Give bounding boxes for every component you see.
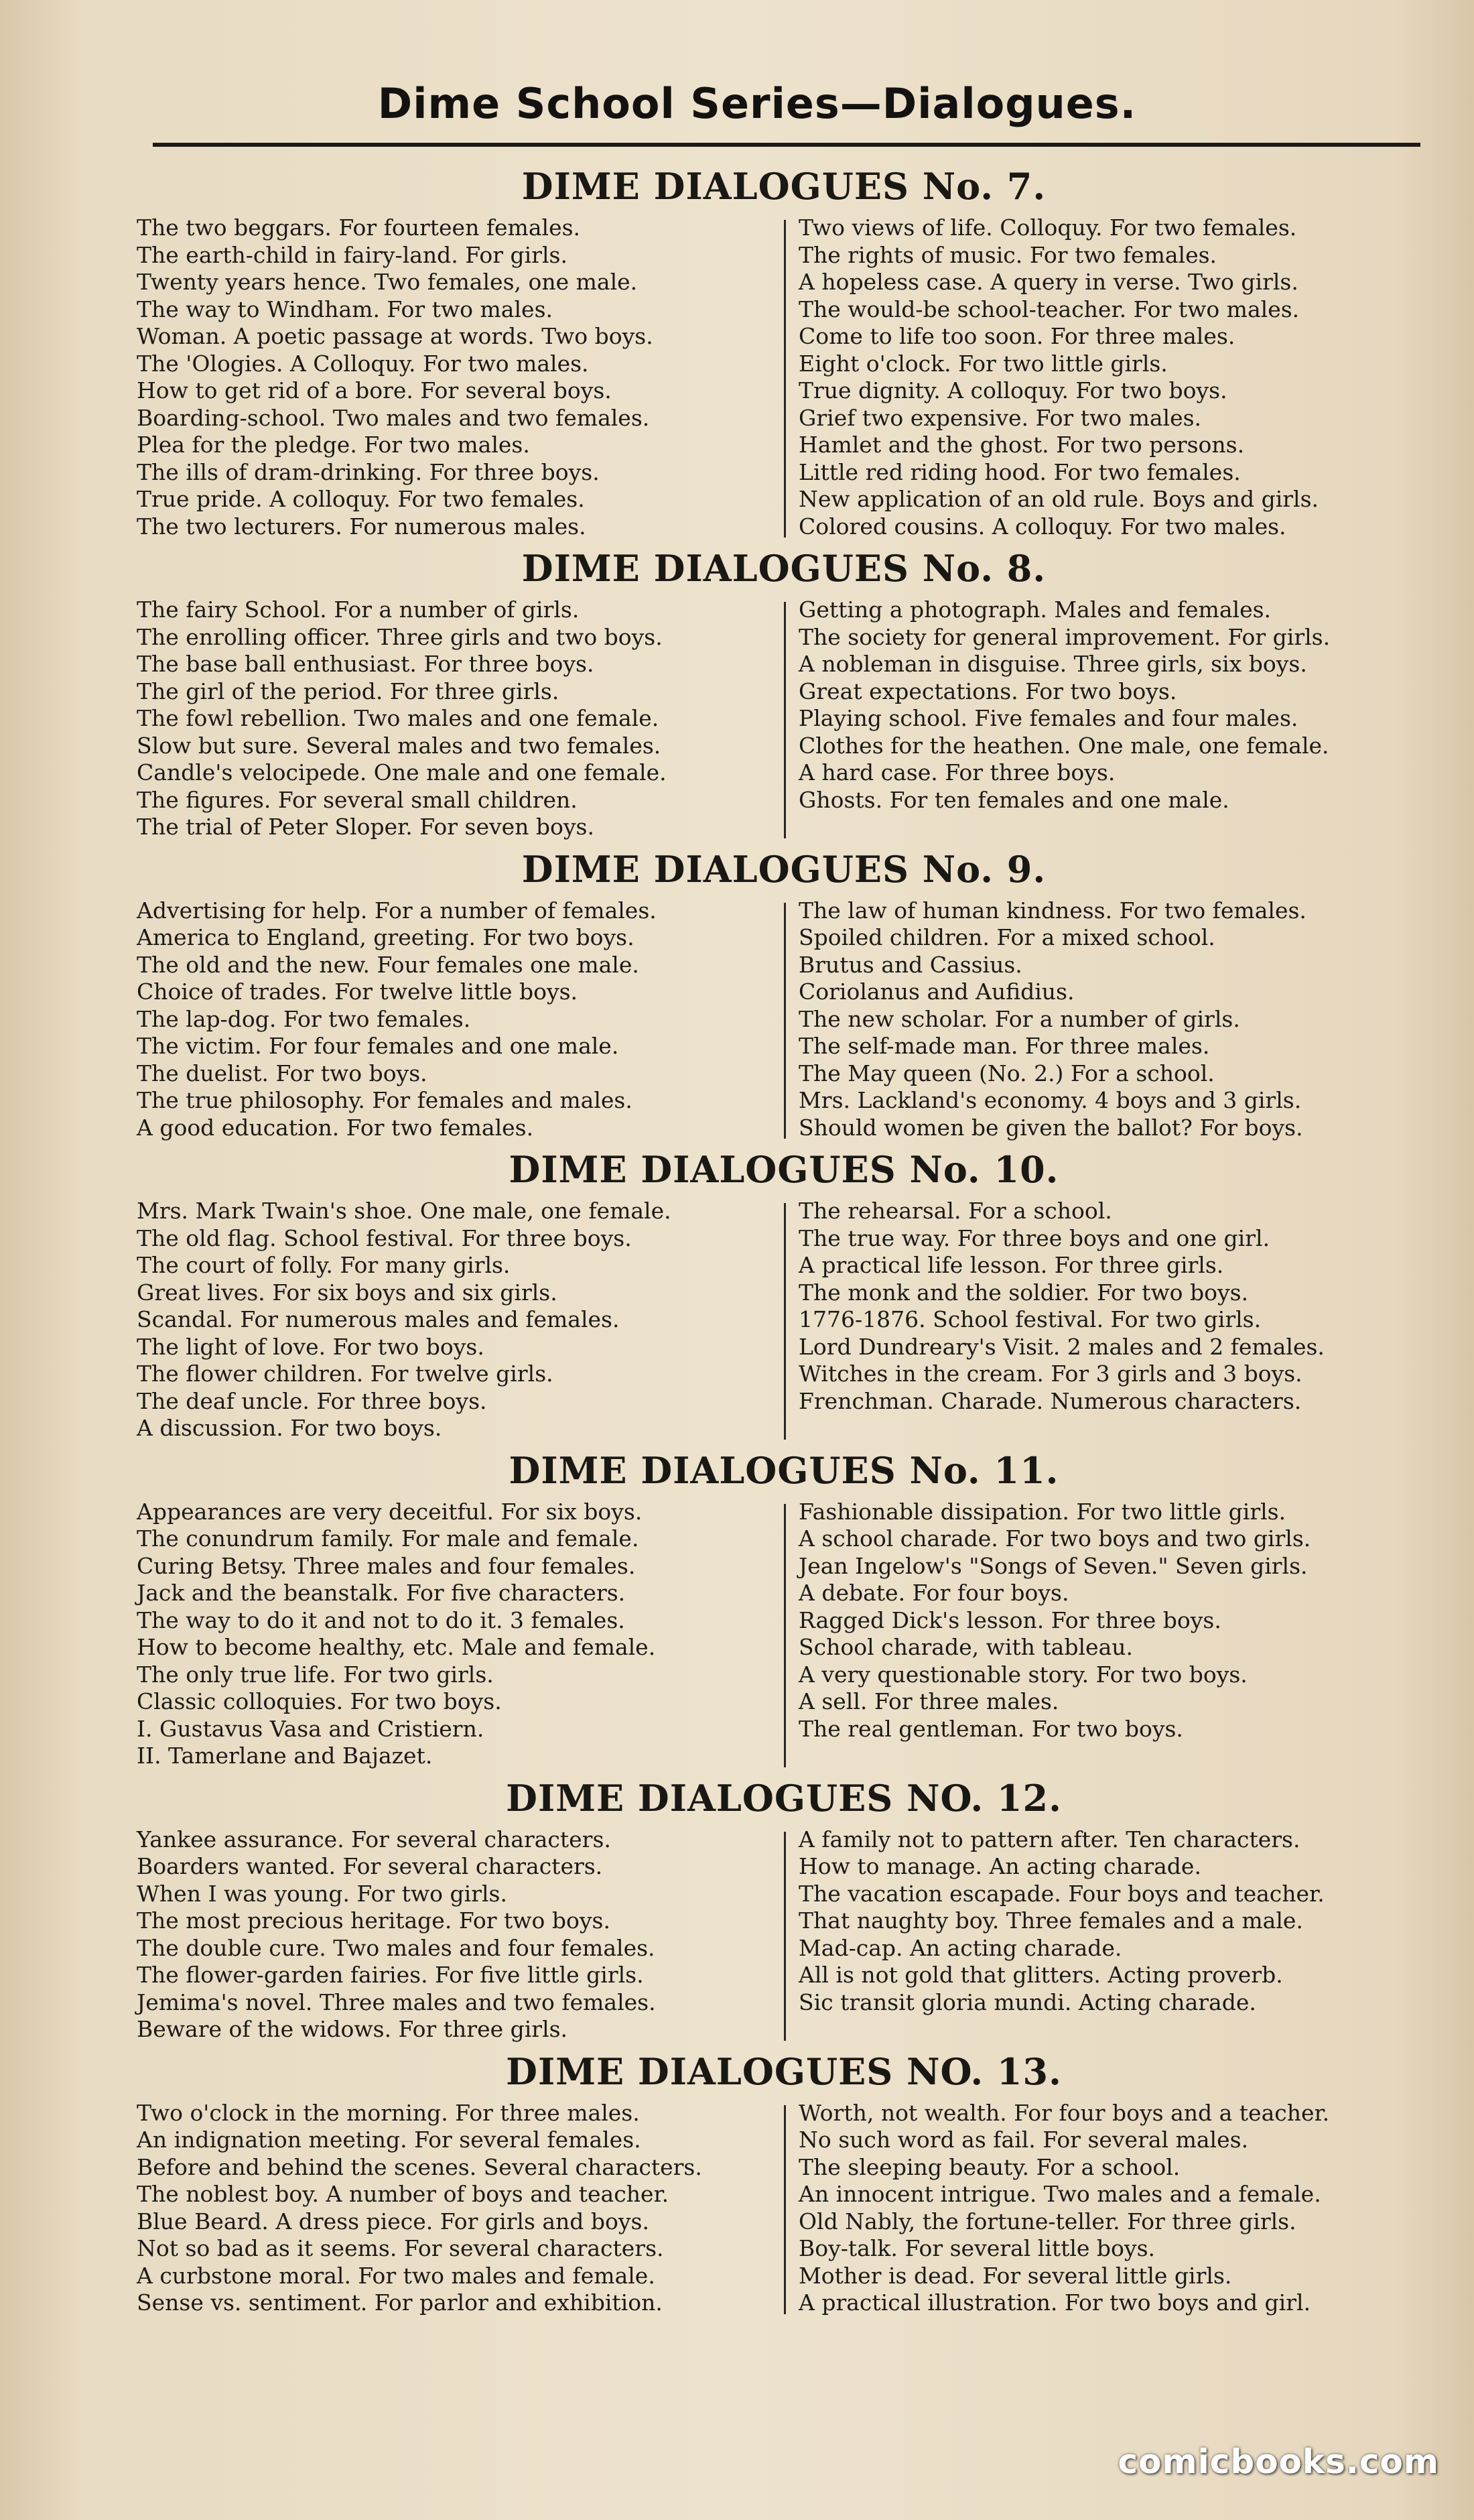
dialogue-entry: Scandal. For numerous males and females. — [137, 1306, 620, 1332]
right-column — [784, 897, 1440, 1142]
dialogue-entry: Spoiled children. For a mixed school. — [799, 924, 1215, 950]
dialogue-entry: Mad-cap. An acting charade. — [799, 1934, 1122, 1961]
dialogue-entry: The true philosophy. For females and males. — [137, 1087, 632, 1113]
dialogue-entry: School charade, with tableau. — [799, 1634, 1133, 1660]
section — [127, 1141, 1440, 1442]
dialogue-entry: Before and behind the scenes. Several characters. — [137, 2153, 702, 2180]
dialogue-entry: Come to life too soon. For three males. — [799, 323, 1235, 349]
dialogue-entry: The duelist. For two boys. — [137, 1060, 427, 1086]
section — [127, 841, 1440, 1142]
dialogue-entry: The flower-garden fairies. For five little girls. — [137, 1962, 644, 1988]
dialogue-entry: The enrolling officer. Three girls and two boys. — [137, 623, 663, 650]
dialogue-entry: The lap-dog. For two females. — [137, 1005, 471, 1032]
dialogue-entry: 1776-1876. School festival. For two girls. — [799, 1306, 1262, 1332]
dialogue-entry: The way to Windham. For two males. — [137, 296, 553, 322]
dialogue-entry: That naughty boy. Three females and a male. — [799, 1907, 1303, 1934]
dialogue-entry: Candle's velocipede. One male and one female. — [137, 759, 667, 785]
section-columns — [127, 214, 1440, 540]
dialogue-entry: Coriolanus and Aufidius. — [799, 979, 1075, 1005]
column-divider — [784, 1832, 786, 2041]
dialogue-entry: The ills of dram-drinking. For three boys. — [137, 458, 600, 485]
section-columns — [127, 2100, 1440, 2317]
section — [127, 2043, 1440, 2317]
dialogue-entry: Playing school. Five females and four males. — [799, 705, 1298, 731]
dialogue-entry: Mrs. Mark Twain's shoe. One male, one female. — [137, 1198, 671, 1224]
left-column — [127, 214, 784, 540]
dialogue-entry: Ragged Dick's lesson. For three boys. — [799, 1606, 1221, 1633]
dialogue-entry: The trial of Peter Sloper. For seven boys. — [137, 814, 594, 840]
dialogue-entry: The true way. For three boys and one girl. — [799, 1224, 1270, 1251]
right-column — [784, 2100, 1440, 2317]
section-title: DIME DIALOGUES No. 11. — [509, 1448, 1059, 1492]
dialogue-entry: Getting a photograph. Males and females. — [799, 596, 1272, 623]
dialogue-entry: The fowl rebellion. Two males and one female. — [137, 705, 659, 731]
watermark: comicbooks.com — [1118, 2442, 1439, 2481]
section — [127, 1442, 1440, 1770]
right-column — [784, 1499, 1440, 1770]
dialogue-entry: The noblest boy. A number of boys and teacher. — [137, 2181, 669, 2207]
dialogue-entry: The figures. For several small children. — [137, 786, 578, 813]
section-title: DIME DIALOGUES No. 9. — [521, 847, 1047, 891]
header-rule — [153, 143, 1420, 147]
dialogue-entry: The fairy School. For a number of girls. — [137, 596, 580, 623]
dialogue-entry: A nobleman in disguise. Three girls, six boys. — [799, 651, 1307, 677]
dialogue-entry: Great expectations. For two boys. — [799, 678, 1177, 704]
dialogue-entry: The light of love. For two boys. — [137, 1333, 484, 1360]
dialogue-entry: The flower children. For twelve girls. — [137, 1361, 553, 1387]
dialogue-entry: Brutus and Cassius. — [799, 951, 1022, 978]
section — [127, 540, 1440, 841]
dialogue-entry: An innocent intrigue. Two males and a female. — [799, 2181, 1321, 2207]
dialogue-entry: A school charade. For two boys and two girls. — [799, 1525, 1311, 1552]
right-column — [784, 1826, 1440, 2043]
section-title: DIME DIALOGUES No. 10. — [509, 1148, 1059, 1191]
dialogue-entry: Fashionable dissipation. For two little girls. — [799, 1498, 1286, 1525]
dialogue-entry: A good education. For two females. — [137, 1114, 534, 1141]
dialogue-entry: How to get rid of a bore. For several boys. — [137, 377, 612, 403]
dialogue-entry: The double cure. Two males and four females. — [137, 1934, 655, 1961]
dialogue-entry: A practical illustration. For two boys and girl. — [799, 2289, 1311, 2316]
dialogue-entry: A hard case. For three boys. — [799, 759, 1116, 785]
dialogue-entry: Mother is dead. For several little girls. — [799, 2262, 1232, 2289]
dialogue-entry: Two views of life. Colloquy. For two females. — [799, 214, 1297, 241]
dialogue-entry: Should women be given the ballot? For boys. — [799, 1114, 1303, 1141]
dialogue-entry: A very questionable story. For two boys. — [799, 1661, 1248, 1688]
dialogue-entry: Great lives. For six boys and six girls. — [137, 1279, 557, 1306]
dialogue-entry: Curing Betsy. Three males and four females. — [137, 1552, 636, 1579]
dialogue-entry: Sense vs. sentiment. For parlor and exhibition. — [137, 2289, 663, 2316]
dialogue-entry: Boarders wanted. For several characters. — [137, 1853, 603, 1879]
dialogue-entry: Frenchman. Charade. Numerous characters. — [799, 1387, 1302, 1414]
dialogue-entry: The way to do it and not to do it. 3 females. — [137, 1606, 625, 1633]
dialogue-entry: Jean Ingelow's "Songs of Seven." Seven girls. — [799, 1552, 1308, 1579]
section-title: DIME DIALOGUES NO. 12. — [506, 1776, 1062, 1820]
dialogue-entry: Woman. A poetic passage at words. Two boys. — [137, 323, 653, 349]
dialogue-entry: Blue Beard. A dress piece. For girls and boys. — [137, 2208, 649, 2234]
dialogue-entry: Boarding-school. Two males and two females. — [137, 404, 650, 431]
dialogue-entry: The law of human kindness. For two females. — [799, 897, 1306, 924]
dialogue-entry: A debate. For four boys. — [799, 1580, 1069, 1606]
dialogue-entry: Clothes for the heathen. One male, one female. — [799, 732, 1329, 759]
dialogue-entry: The real gentleman. For two boys. — [799, 1715, 1183, 1742]
section-title: DIME DIALOGUES NO. 13. — [506, 2050, 1062, 2093]
dialogue-entry: America to England, greeting. For two boys. — [137, 924, 634, 950]
column-divider — [784, 602, 786, 838]
dialogue-entry: Eight o'clock. For two little girls. — [799, 350, 1168, 377]
dialogue-entry: The old and the new. Four females one male. — [137, 951, 639, 978]
dialogue-entry: I. Gustavus Vasa and Cristiern. — [137, 1715, 484, 1742]
dialogue-entry: Advertising for help. For a number of females. — [137, 897, 657, 924]
dialogue-entry: The self-made man. For three males. — [799, 1033, 1210, 1059]
dialogue-entry: Grief two expensive. For two males. — [799, 404, 1202, 431]
dialogue-entry: Plea for the pledge. For two males. — [137, 432, 530, 458]
column-divider — [784, 1203, 786, 1440]
section-columns — [127, 596, 1440, 841]
dialogue-entry: Boy-talk. For several little boys. — [799, 2235, 1155, 2261]
section-title: DIME DIALOGUES No. 7. — [521, 165, 1047, 208]
dialogue-entry: Jack and the beanstalk. For five characters. — [137, 1580, 626, 1606]
dialogue-entry: All is not gold that glitters. Acting proverb. — [799, 1962, 1283, 1988]
dialogue-entry: The society for general improvement. For girls. — [799, 623, 1331, 650]
dialogue-entry: The base ball enthusiast. For three boys. — [137, 651, 594, 677]
dialogue-entry: A curbstone moral. For two males and female. — [137, 2262, 655, 2289]
dialogue-entry: Little red riding hood. For two females. — [799, 458, 1241, 485]
column-divider — [784, 1504, 786, 1767]
dialogue-entry: Colored cousins. A colloquy. For two males. — [799, 513, 1286, 540]
dialogue-entry: When I was young. For two girls. — [137, 1880, 507, 1907]
dialogue-entry: Mrs. Lackland's economy. 4 boys and 3 girls. — [799, 1087, 1302, 1113]
dialogue-entry: The new scholar. For a number of girls. — [799, 1005, 1240, 1032]
section-columns — [127, 1499, 1440, 1770]
section — [127, 1770, 1440, 2043]
dialogue-entry: An indignation meeting. For several females. — [137, 2127, 641, 2153]
left-column — [127, 596, 784, 841]
right-column — [784, 596, 1440, 841]
dialogue-entry: True pride. A colloquy. For two females. — [137, 486, 585, 512]
left-column — [127, 897, 784, 1142]
dialogue-entry: The vacation escapade. Four boys and teacher. — [799, 1880, 1325, 1907]
left-column — [127, 2100, 784, 2317]
dialogue-entry: How to manage. An acting charade. — [799, 1853, 1201, 1879]
dialogue-entry: A hopeless case. A query in verse. Two girls. — [799, 269, 1298, 295]
dialogue-entry: The rights of music. For two females. — [799, 241, 1217, 268]
dialogue-entry: Choice of trades. For twelve little boys. — [137, 979, 578, 1005]
dialogue-entry: The old flag. School festival. For three boys. — [137, 1224, 632, 1251]
left-column — [127, 1826, 784, 2043]
dialogue-entry: The 'Ologies. A Colloquy. For two males. — [137, 350, 589, 377]
dialogue-entry: The two beggars. For fourteen females. — [137, 214, 581, 241]
dialogue-entry: The girl of the period. For three girls. — [137, 678, 559, 704]
section-columns — [127, 1826, 1440, 2043]
left-column — [127, 1198, 784, 1442]
dialogue-entry: The court of folly. For many girls. — [137, 1252, 511, 1278]
dialogue-entry: How to become healthy, etc. Male and female. — [137, 1634, 656, 1660]
dialogue-sections — [127, 158, 1440, 2317]
section — [127, 158, 1440, 540]
running-header: Dime School Series—Dialogues. — [377, 79, 1137, 128]
dialogue-entry: Ghosts. For ten females and one male. — [799, 786, 1229, 813]
section-columns — [127, 897, 1440, 1142]
dialogue-entry: Beware of the widows. For three girls. — [137, 2016, 568, 2042]
dialogue-entry: No such word as fail. For several males. — [799, 2127, 1249, 2153]
dialogue-entry: Yankee assurance. For several characters. — [137, 1826, 611, 1852]
dialogue-entry: The monk and the soldier. For two boys. — [799, 1279, 1249, 1306]
dialogue-entry: Old Nably, the fortune-teller. For three girls. — [799, 2208, 1296, 2234]
dialogue-entry: Two o'clock in the morning. For three males. — [137, 2099, 640, 2126]
dialogue-entry: Slow but sure. Several males and two females. — [137, 732, 661, 759]
dialogue-entry: Classic colloquies. For two boys. — [137, 1688, 502, 1714]
dialogue-entry: Sic transit gloria mundi. Acting charade. — [799, 1989, 1256, 2015]
dialogue-entry: A family not to pattern after. Ten characters. — [799, 1826, 1300, 1852]
dialogue-entry: New application of an old rule. Boys and girls. — [799, 486, 1319, 512]
dialogue-entry: A discussion. For two boys. — [137, 1415, 442, 1441]
dialogue-entry: The May queen (No. 2.) For a school. — [799, 1060, 1215, 1086]
dialogue-entry: The most precious heritage. For two boys. — [137, 1907, 610, 1934]
dialogue-entry: The conundrum family. For male and female. — [137, 1525, 639, 1552]
dialogue-entry: The two lecturers. For numerous males. — [137, 513, 586, 540]
dialogue-entry: A sell. For three males. — [799, 1688, 1059, 1714]
dialogue-entry: The would-be school-teacher. For two males. — [799, 296, 1300, 322]
column-divider — [784, 903, 786, 1139]
dialogue-entry: A practical life lesson. For three girls. — [799, 1252, 1224, 1278]
section-columns — [127, 1198, 1440, 1442]
dialogue-entry: Worth, not wealth. For four boys and a teacher. — [799, 2099, 1330, 2126]
dialogue-entry: Jemima's novel. Three males and two females. — [137, 1989, 656, 2015]
left-column — [127, 1499, 784, 1770]
section-title: DIME DIALOGUES No. 8. — [521, 547, 1047, 590]
dialogue-entry: Hamlet and the ghost. For two persons. — [799, 432, 1245, 458]
dialogue-entry: Twenty years hence. Two females, one male. — [137, 269, 638, 295]
dialogue-entry: The rehearsal. For a school. — [799, 1198, 1112, 1224]
dialogue-entry: Not so bad as it seems. For several characters. — [137, 2235, 664, 2261]
dialogue-entry: Witches in the cream. For 3 girls and 3 boys. — [799, 1361, 1302, 1387]
dialogue-entry: True dignity. A colloquy. For two boys. — [799, 377, 1227, 403]
dialogue-entry: The only true life. For two girls. — [137, 1661, 494, 1688]
dialogue-entry: The deaf uncle. For three boys. — [137, 1387, 487, 1414]
dialogue-entry: The victim. For four females and one male. — [137, 1033, 619, 1059]
column-divider — [784, 2105, 786, 2314]
right-column — [784, 214, 1440, 540]
column-divider — [784, 220, 786, 538]
dialogue-entry: Appearances are very deceitful. For six boys. — [137, 1498, 643, 1525]
dialogue-entry: Lord Dundreary's Visit. 2 males and 2 females. — [799, 1333, 1325, 1360]
dialogue-entry: The earth-child in fairy-land. For girls. — [137, 241, 567, 268]
dialogue-entry: II. Tamerlane and Bajazet. — [137, 1743, 433, 1769]
dialogue-entry: The sleeping beauty. For a school. — [799, 2153, 1181, 2180]
right-column — [784, 1198, 1440, 1442]
